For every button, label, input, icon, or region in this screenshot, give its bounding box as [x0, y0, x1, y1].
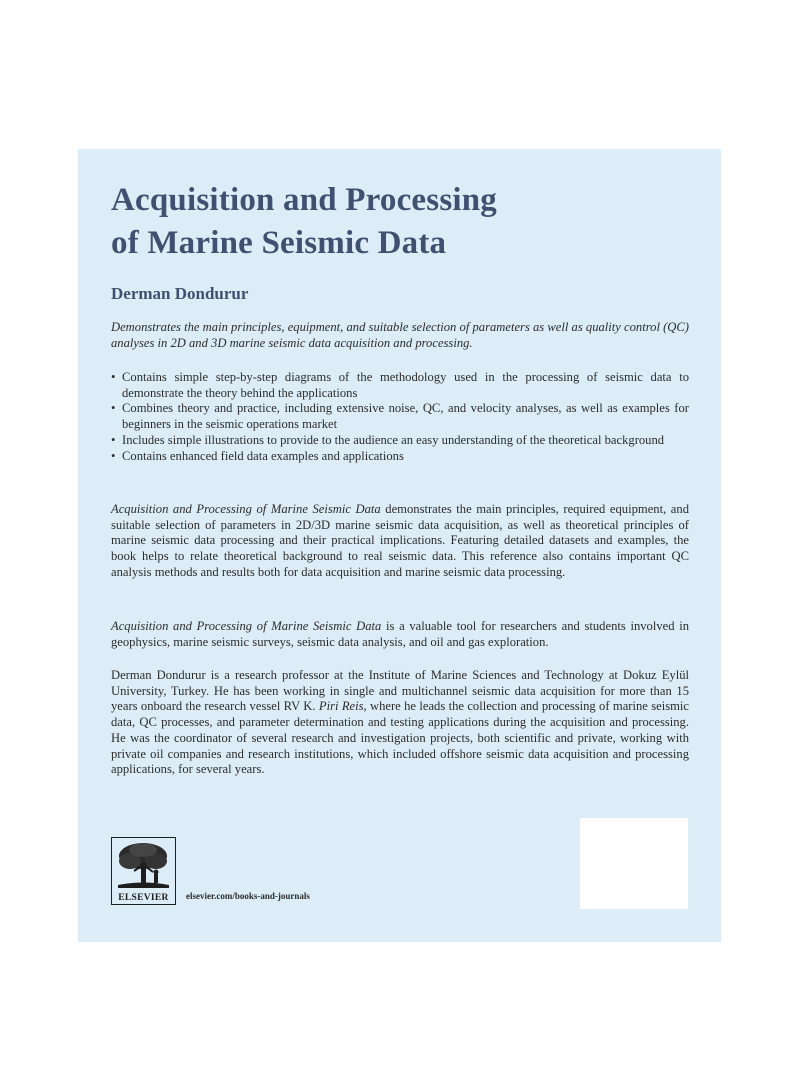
book-title-inline: Acquisition and Processing of Marine Seismic Data [111, 619, 382, 633]
summary-text: Demonstrates the main principles, equipment, and suitable selection of parameters as well as quality control (QC) analyses in 2D and 3D marine seismic data acquisition and processing. [111, 320, 689, 350]
bio-text-start: Derman Dondurur is a research professor at the Institute of Marine Sciences and Technology at Dokuz Eylül University, Turkey. He has been working in single and multichannel seismic data acquisition for more than 15 years onboard the research vessel RV K. [111, 668, 689, 714]
feature-item: • Includes simple illustrations to provide to the audience an easy understanding of the theoretical background [111, 433, 689, 449]
logo-wordmark: ELSEVIER [118, 893, 169, 903]
book-title-inline: Acquisition and Processing of Marine Seismic Data [111, 502, 381, 516]
audience-paragraph [111, 619, 689, 650]
elsevier-logo [111, 837, 176, 905]
description-paragraph [111, 502, 689, 581]
bio-text-end: , where he leads the collection and processing of marine seismic data, QC processes, and parameter determination and testing applications during the acquisition and processing. He was the coordinator of several research and investigation projects, both scientific and private, working with private oil companies and research institutions, which included offshore seismic data acquisition and processing applications, for several years. [111, 699, 689, 777]
back-cover [78, 149, 721, 942]
feature-item: • Contains simple step-by-step diagrams of the methodology used in the processing of seismic data to demonstrate the theory behind the applications [111, 370, 689, 401]
vessel-name: Piri Reis [318, 699, 364, 714]
tree-icon [116, 841, 171, 889]
feature-list [111, 370, 689, 464]
barcode-area [580, 818, 688, 909]
description-text: demonstrates the main principles, required equipment, and suitable selection of parameters in 2D/3D marine seismic data acquisition, as well as theoretical principles of marine seismic data processing and their practical implications. Featuring detailed datasets and examples, the book helps to relate theoretical background to real seismic data. This reference also contains important QC analysis methods and results both for data acquisition and marine seismic data processing. [111, 502, 689, 579]
feature-item: • Combines theory and practice, including extensive noise, QC, and velocity analyses, as well as examples for beginners in the seismic operations market [111, 401, 689, 432]
author-bio [111, 668, 689, 778]
feature-item: • Contains enhanced field data examples and applications [111, 449, 689, 465]
publisher-url[interactable]: elsevier.com/books-and-journals [186, 891, 310, 901]
book-title [111, 179, 691, 265]
title-line-1: Acquisition and Processing [111, 182, 497, 218]
author-name: Derman Dondurur [111, 284, 249, 303]
audience-text: is a valuable tool for researchers and students involved in geophysics, marine seismic surveys, seismic data analysis, and oil and gas exploration. [111, 619, 689, 649]
title-line-2: of Marine Seismic Data [111, 225, 447, 261]
